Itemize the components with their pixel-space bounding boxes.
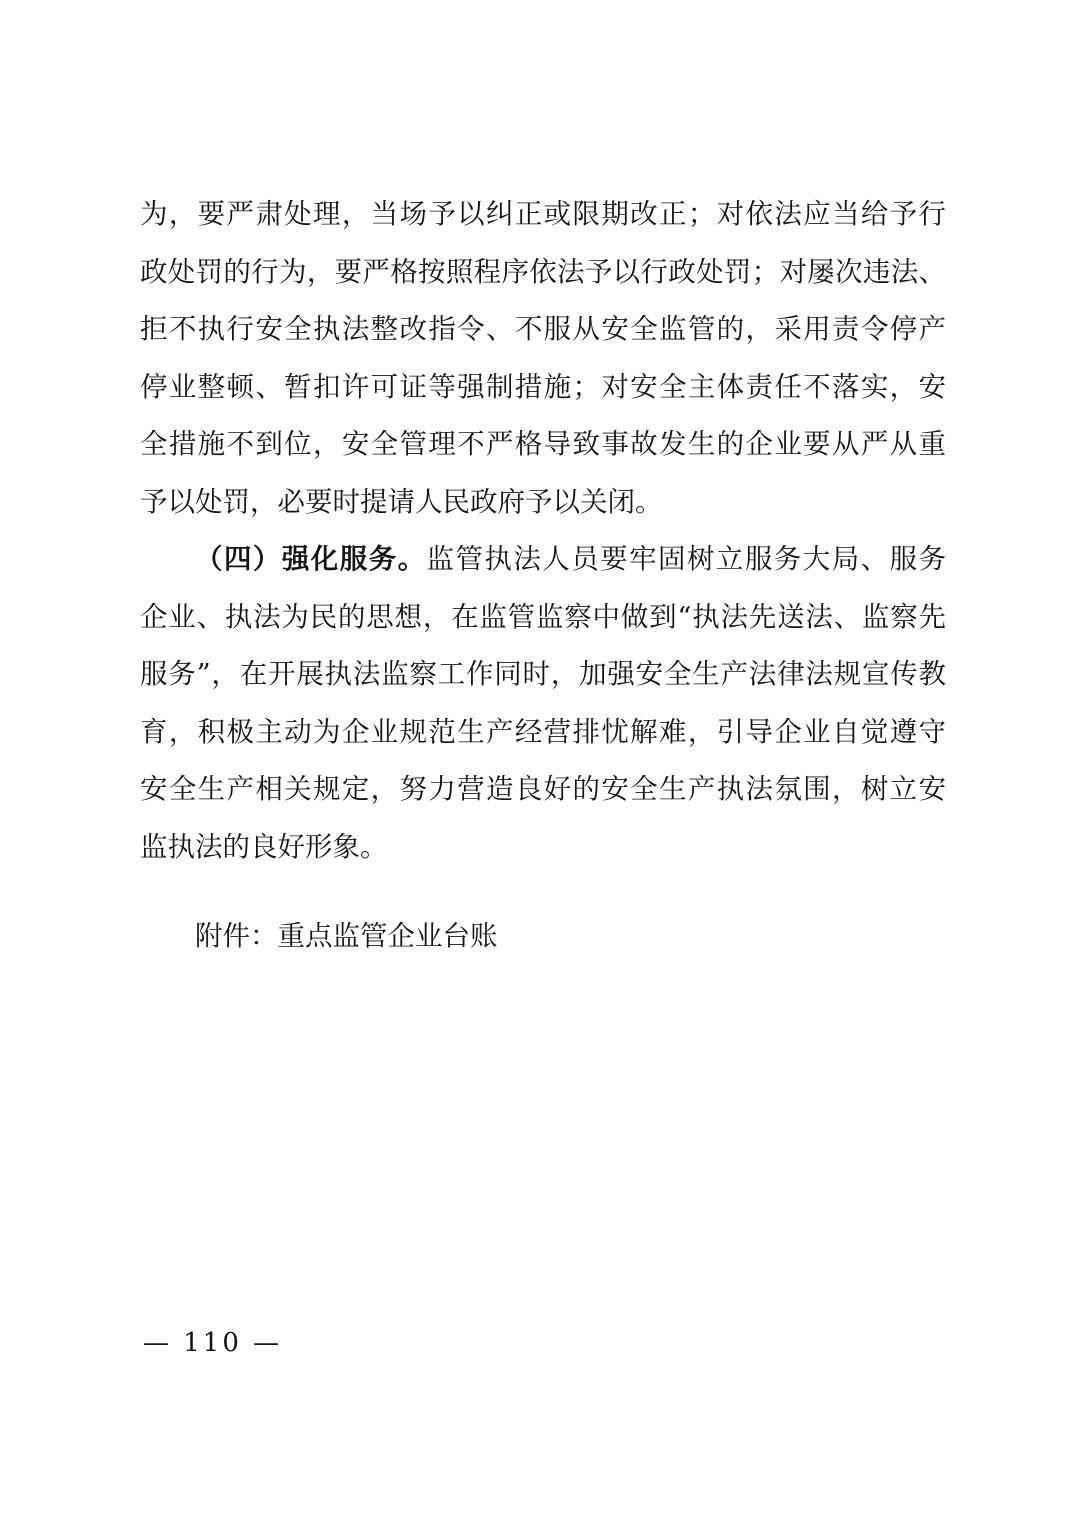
heading-line-rest: 监管执法人员要牢固树立服务大局、服务	[426, 543, 947, 575]
text-line: 为，要严肃处理，当场予以纠正或限期改正；对依法应当给予行	[140, 198, 946, 230]
attachment-line: 附件：重点监管企业台账	[195, 920, 498, 952]
text-line: 企业、执法为民的思想，在监管监察中做到“执法先送法、监察先	[140, 600, 946, 633]
document-body	[140, 186, 946, 966]
text-line: 安全生产相关规定，努力营造良好的安全生产执法氛围，树立安	[140, 773, 946, 805]
text-line: 全措施不到位，安全管理不严格导致事故发生的企业要从严从重	[140, 428, 946, 460]
text-line-with-heading	[140, 531, 946, 589]
page-number: — 110 —	[143, 1328, 283, 1358]
paragraph-1	[140, 186, 946, 531]
text-line: 服务”，在开展执法监察工作同时，加强安全生产法律法规宣传教	[140, 658, 946, 690]
text-line: 政处罚的行为，要严格按照程序依法予以行政处罚；对屡次违法、	[140, 255, 946, 288]
text-line: 育，积极主动为企业规范生产经营排忧解难，引导企业自觉遵守	[140, 715, 946, 748]
text-line: 停业整顿、暂扣许可证等强制措施；对安全主体责任不落实，安	[140, 370, 946, 403]
text-line: 拒不执行安全执法整改指令、不服从安全监管的，采用责令停产	[140, 313, 946, 345]
text-line: 予以处罚，必要时提请人民政府予以关闭。	[140, 485, 663, 518]
paragraph-2	[140, 531, 946, 876]
text-line: 监执法的良好形象。	[140, 830, 388, 863]
section-heading: （四）强化服务。	[195, 543, 427, 575]
